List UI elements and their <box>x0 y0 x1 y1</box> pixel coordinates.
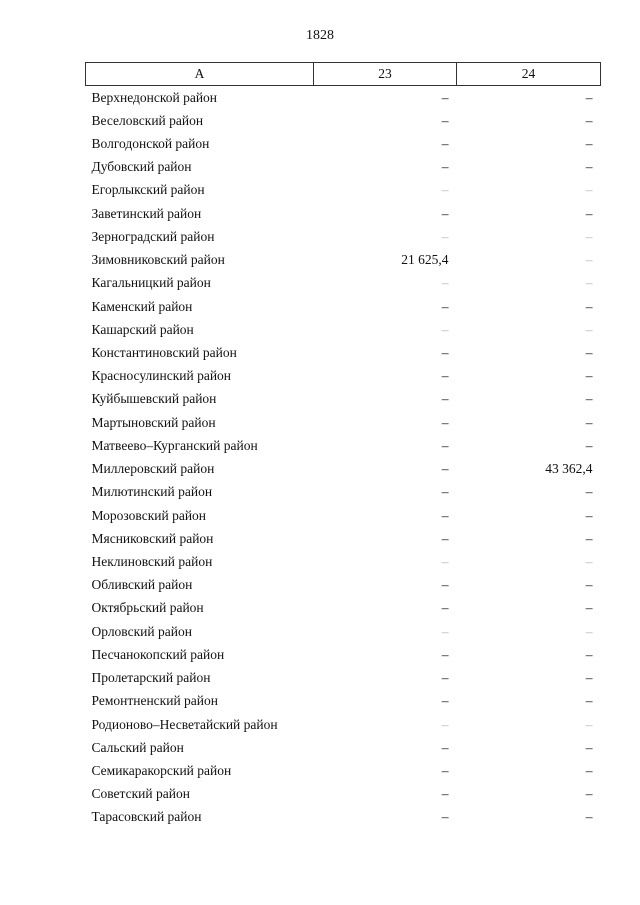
table-row <box>86 202 601 225</box>
value-col-23: – <box>441 762 449 778</box>
value-col-24: – <box>585 623 593 639</box>
district-name: Милютинский район <box>91 484 213 500</box>
value-col-24: – <box>585 646 593 662</box>
value-col-23: – <box>441 437 449 453</box>
value-col-24: – <box>585 670 593 686</box>
value-col-23: – <box>441 600 449 616</box>
value-col-23: – <box>441 275 449 291</box>
value-col-23: – <box>441 368 449 384</box>
value-col-24: – <box>585 577 593 593</box>
value-col-24: – <box>585 414 593 430</box>
district-name: Пролетарский район <box>91 670 211 686</box>
district-name: Песчанокопский район <box>91 646 225 662</box>
table-row <box>86 597 601 620</box>
value-col-23: – <box>441 553 449 569</box>
district-name: Егорлыкский район <box>91 182 205 198</box>
value-col-24: – <box>585 368 593 384</box>
table-row <box>86 318 601 341</box>
table-row <box>86 86 601 110</box>
district-name: Каменский район <box>91 298 193 314</box>
value-col-23: – <box>441 461 449 477</box>
value-col-23: – <box>441 530 449 546</box>
district-name: Заветинский район <box>91 205 202 221</box>
table-row <box>86 411 601 434</box>
value-col-23: – <box>441 670 449 686</box>
value-col-23: – <box>441 89 449 105</box>
table-row <box>86 690 601 713</box>
table-body <box>86 86 601 830</box>
district-name: Морозовский район <box>91 507 207 523</box>
value-col-24: – <box>585 530 593 546</box>
value-col-24: – <box>585 182 593 198</box>
district-name: Кашарский район <box>91 321 194 337</box>
value-col-23: – <box>441 321 449 337</box>
table-row <box>86 179 601 202</box>
district-name: Волгодонской район <box>91 136 210 152</box>
table-row <box>86 759 601 782</box>
district-name: Красносулинский район <box>91 368 232 384</box>
district-name: Октябрьский район <box>91 600 204 616</box>
header-row <box>86 63 601 86</box>
value-col-24: – <box>585 484 593 500</box>
value-col-24: – <box>585 89 593 105</box>
value-col-24: – <box>585 321 593 337</box>
table-row <box>86 156 601 179</box>
district-name: Семикаракорский район <box>91 762 232 778</box>
value-col-24: 43 362,4 <box>545 461 593 477</box>
table-row <box>86 341 601 364</box>
value-col-24: – <box>585 437 593 453</box>
table-row <box>86 736 601 759</box>
value-col-24: – <box>585 716 593 732</box>
value-col-24: – <box>585 553 593 569</box>
table-row <box>86 365 601 388</box>
district-name: Неклиновский район <box>91 553 213 569</box>
district-name: Ремонтненский район <box>91 693 218 709</box>
header-col-23: 23 <box>314 63 457 86</box>
table-row <box>86 713 601 736</box>
table-row <box>86 458 601 481</box>
value-col-23: 21 625,4 <box>401 252 449 268</box>
district-name: Орловский район <box>91 623 192 639</box>
value-col-23: – <box>441 112 449 128</box>
table-row <box>86 434 601 457</box>
table-row <box>86 643 601 666</box>
table-row <box>86 550 601 573</box>
district-name: Матвеево–Курганский район <box>91 437 258 453</box>
district-name: Куйбышевский район <box>91 391 217 407</box>
table-header <box>86 63 601 86</box>
header-col-24: 24 <box>457 63 601 86</box>
value-col-23: – <box>441 577 449 593</box>
table-row <box>86 272 601 295</box>
table-row <box>86 806 601 829</box>
district-name: Сальский район <box>91 739 184 755</box>
district-name: Советский район <box>91 786 190 802</box>
table-row <box>86 666 601 689</box>
value-col-23: – <box>441 739 449 755</box>
district-name: Зерноградский район <box>91 228 215 244</box>
value-col-23: – <box>441 205 449 221</box>
district-name: Константиновский район <box>91 345 237 361</box>
table-row <box>86 481 601 504</box>
value-col-23: – <box>441 623 449 639</box>
value-col-23: – <box>441 693 449 709</box>
district-name: Обливский район <box>91 577 193 593</box>
value-col-23: – <box>441 345 449 361</box>
value-col-23: – <box>441 182 449 198</box>
value-col-24: – <box>585 205 593 221</box>
value-col-24: – <box>585 762 593 778</box>
table-row <box>86 527 601 550</box>
value-col-24: – <box>585 252 593 268</box>
table-row <box>86 132 601 155</box>
table-row <box>86 574 601 597</box>
value-col-24: – <box>585 693 593 709</box>
district-name: Кагальницкий район <box>91 275 211 291</box>
value-col-24: – <box>585 275 593 291</box>
district-name: Веселовский район <box>91 112 204 128</box>
value-col-24: – <box>585 391 593 407</box>
value-col-24: – <box>585 809 593 825</box>
district-name: Верхнедонской район <box>91 89 218 105</box>
value-col-23: – <box>441 646 449 662</box>
table-row <box>86 249 601 272</box>
data-table <box>85 62 601 829</box>
value-col-23: – <box>441 484 449 500</box>
table-row <box>86 109 601 132</box>
district-name: Миллеровский район <box>91 461 215 477</box>
value-col-24: – <box>585 228 593 244</box>
district-name: Зимовниковский район <box>91 252 225 268</box>
header-col-a: А <box>86 63 314 86</box>
district-name: Тарасовский район <box>91 809 202 825</box>
value-col-23: – <box>441 507 449 523</box>
value-col-24: – <box>585 507 593 523</box>
value-col-24: – <box>585 739 593 755</box>
table-row <box>86 620 601 643</box>
value-col-23: – <box>441 786 449 802</box>
table-row <box>86 388 601 411</box>
district-name: Мартыновский район <box>91 414 216 430</box>
district-name: Родионово–Несветайский район <box>91 716 278 732</box>
table-row <box>86 504 601 527</box>
table-row <box>86 783 601 806</box>
value-col-23: – <box>441 716 449 732</box>
table-row <box>86 225 601 248</box>
table-row <box>86 295 601 318</box>
value-col-24: – <box>585 136 593 152</box>
value-col-23: – <box>441 298 449 314</box>
district-name: Мясниковский район <box>91 530 214 546</box>
value-col-23: – <box>441 228 449 244</box>
value-col-24: – <box>585 159 593 175</box>
value-col-24: – <box>585 112 593 128</box>
value-col-23: – <box>441 391 449 407</box>
value-col-24: – <box>585 298 593 314</box>
value-col-23: – <box>441 136 449 152</box>
value-col-23: – <box>441 414 449 430</box>
value-col-24: – <box>585 786 593 802</box>
value-col-23: – <box>441 159 449 175</box>
page-number: 1828 <box>306 28 334 43</box>
value-col-23: – <box>441 809 449 825</box>
value-col-24: – <box>585 600 593 616</box>
value-col-24: – <box>585 345 593 361</box>
district-name: Дубовский район <box>91 159 192 175</box>
